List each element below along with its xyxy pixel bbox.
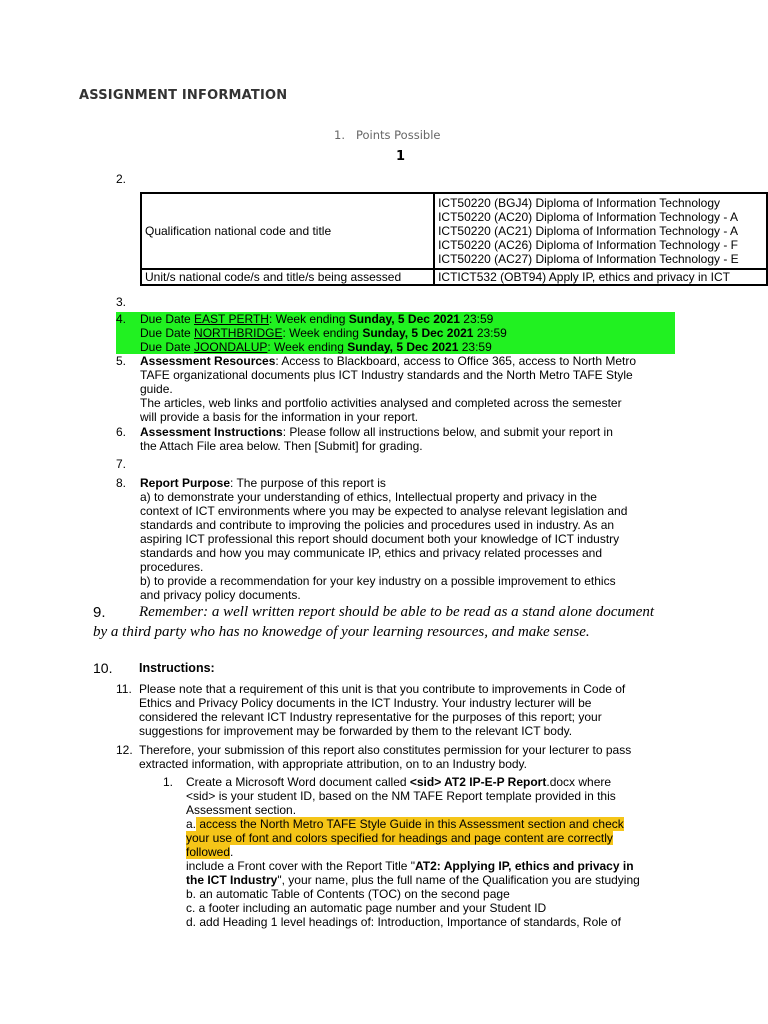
- list-number: 11.: [116, 682, 132, 696]
- qualification-value: ICT50220 (BGJ4) Diploma of Information Technology: [438, 196, 721, 210]
- purpose-line: [140, 476, 386, 490]
- item11-line: Please note that a requirement of this unit is that you contribute to improvements in Code of: [139, 682, 626, 696]
- due-date-joondalup: [140, 340, 492, 354]
- purpose-text: : The purpose of this report is: [230, 476, 386, 490]
- sub-line: [186, 845, 233, 859]
- resources-line: guide.: [140, 382, 173, 396]
- sub-line: Assessment section.: [186, 803, 297, 817]
- resources-line: The articles, web links and portfolio activities analysed and completed across the semester: [140, 396, 622, 410]
- sub-line: d. add Heading 1 level headings of: Introduction, Importance of standards, Role of: [186, 915, 621, 929]
- campus-name: EAST PERTH: [194, 312, 269, 326]
- list-number: 4.: [116, 312, 127, 326]
- instructions-line: the Attach File area below. Then [Submit] for grading.: [140, 439, 423, 453]
- qualification-value: ICT50220 (AC20) Diploma of Information Technology - A: [438, 210, 739, 224]
- due-time: 23:59: [459, 312, 494, 326]
- sub-line: [186, 859, 634, 873]
- due-prefix: Due Date: [140, 340, 195, 354]
- points-label: Points Possible: [355, 128, 441, 142]
- list-number: 2.: [116, 172, 127, 186]
- due-mid: : Week ending: [268, 312, 349, 326]
- sub-text: ", your name, plus the full name of the Qualification you are studying: [277, 873, 640, 887]
- purpose-line: a) to demonstrate your understanding of ethics, Intellectual property and privacy in the: [140, 490, 597, 504]
- resources-line: will provide a basis for the information in your report.: [140, 410, 419, 424]
- purpose-line: context of ICT environments where you may be expected to analyse relevant legislation and: [140, 504, 628, 518]
- list-number: 12.: [116, 743, 133, 757]
- purpose-line: standards and contribute to improving the policies and procedures used in industry. As an: [140, 518, 615, 532]
- due-prefix: Due Date: [140, 312, 195, 326]
- due-time: 23:59: [458, 340, 492, 354]
- list-number: 10.: [93, 660, 113, 676]
- qualification-values: [434, 193, 767, 269]
- item11-line: Ethics and Privacy Policy documents in the ICT Industry. Your industry lecturer will be: [139, 696, 592, 710]
- resources-text: : Access to Blackboard, access to Office 365, access to North Metro: [275, 354, 637, 368]
- due-mid: : Week ending: [282, 326, 363, 340]
- purpose-line: standards and how you may communicate IP, ethics and privacy related processes and: [140, 546, 603, 560]
- page-heading: ASSIGNMENT INFORMATION: [79, 88, 288, 103]
- list-number: 8.: [116, 476, 127, 490]
- list-number: 5.: [116, 354, 127, 368]
- report-filename: <sid> AT2 IP-E-P Report: [409, 775, 547, 789]
- purpose-line: b) to provide a recommendation for your key industry on a possible improvement to ethics: [140, 574, 616, 588]
- unit-value: ICTICT532 (OBT94) Apply IP, ethics and privacy in ICT: [434, 269, 767, 285]
- resources-label: Assessment Resources: [140, 354, 276, 368]
- purpose-line: and privacy policy documents.: [140, 588, 301, 602]
- due-date: Sunday, 5 Dec 2021: [347, 340, 459, 354]
- instructions-line: [140, 425, 613, 439]
- highlighted-text: followed: [186, 845, 231, 859]
- sub-text: .docx where: [546, 775, 612, 789]
- due-date-east-perth: [140, 312, 493, 326]
- instructions-heading: Instructions:: [139, 661, 215, 675]
- sub-line: <sid> is your student ID, based on the NM TAFE Report template provided in this: [186, 789, 616, 803]
- qualification-value: ICT50220 (AC21) Diploma of Information Technology - A: [438, 224, 739, 238]
- item11-line: suggestions for improvement may be forwarded by them to the relevant ICT body.: [139, 724, 573, 738]
- list-number: 1.: [163, 775, 174, 789]
- sub-line: [186, 873, 640, 887]
- points-value: 1: [396, 149, 406, 164]
- item12-line: extracted information, with appropriate attribution, on to an Industry body.: [139, 757, 527, 771]
- due-date: Sunday, 5 Dec 2021: [348, 312, 460, 326]
- points-possible-row: [334, 128, 440, 142]
- qualification-value: ICT50220 (AC27) Diploma of Information Technology - E: [438, 252, 739, 266]
- sub-line: b. an automatic Table of Contents (TOC) on the second page: [186, 887, 510, 901]
- remember-line: Remember: a well written report should be able to be read as a stand alone document: [139, 604, 655, 620]
- list-number: 7.: [116, 457, 127, 471]
- campus-name: NORTHBRIDGE: [194, 326, 283, 340]
- purpose-line: procedures.: [140, 560, 204, 574]
- qualification-value: ICT50220 (AC26) Diploma of Information Technology - F: [438, 238, 739, 252]
- resources-line: [140, 354, 636, 368]
- due-date-northbridge: [140, 326, 507, 340]
- due-mid: : Week ending: [267, 340, 348, 354]
- qualification-table: [140, 192, 768, 286]
- report-title: AT2: Applying IP, ethics and privacy in: [415, 859, 634, 873]
- report-title: the ICT Industry: [186, 873, 278, 887]
- table-row: [141, 269, 767, 285]
- highlighted-text: access the North Metro TAFE Style Guide in this Assessment section and check: [196, 817, 624, 831]
- sub-text: include a Front cover with the Report Title ": [186, 859, 416, 873]
- list-number: 3.: [116, 295, 127, 309]
- item11-line: considered the relevant ICT Industry representative for the purposes of this report; your: [139, 710, 602, 724]
- instructions-label: Assessment Instructions: [140, 425, 283, 439]
- unit-label: Unit/s national code/s and title/s being assessed: [141, 269, 434, 285]
- instructions-text: : Please follow all instructions below, and submit your report in: [282, 425, 613, 439]
- campus-name: JOONDALUP: [194, 340, 268, 354]
- item12-line: Therefore, your submission of this report also constitutes permission for your lecturer to pass: [139, 743, 632, 757]
- sub-text: .: [230, 845, 234, 859]
- resources-line: TAFE organizational documents plus ICT Industry standards and the North Metro TAFE Style: [140, 368, 633, 382]
- sub-text: Create a Microsoft Word document called: [186, 775, 410, 789]
- qualification-label: Qualification national code and title: [141, 193, 434, 269]
- points-marker: 1.: [334, 128, 345, 142]
- table-row: [141, 193, 767, 269]
- list-number: 9.: [93, 604, 106, 621]
- sub-text: a.: [186, 817, 197, 831]
- purpose-label: Report Purpose: [140, 476, 231, 490]
- due-date: Sunday, 5 Dec 2021: [362, 326, 474, 340]
- purpose-line: aspiring ICT professional this report should document both your knowledge of ICT industry: [140, 532, 620, 546]
- sub-line: [186, 831, 613, 845]
- due-time: 23:59: [473, 326, 507, 340]
- due-prefix: Due Date: [140, 326, 195, 340]
- sub-line: c. a footer including an automatic page number and your Student ID: [186, 901, 547, 915]
- remember-line: by a third party who has no knowedge of your learning resources, and make sense.: [93, 624, 590, 640]
- list-number: 6.: [116, 425, 127, 439]
- sub-line: [186, 775, 611, 789]
- sub-line: [186, 817, 624, 831]
- highlighted-text: your use of font and colors specified for headings and page content are correctly: [186, 831, 613, 845]
